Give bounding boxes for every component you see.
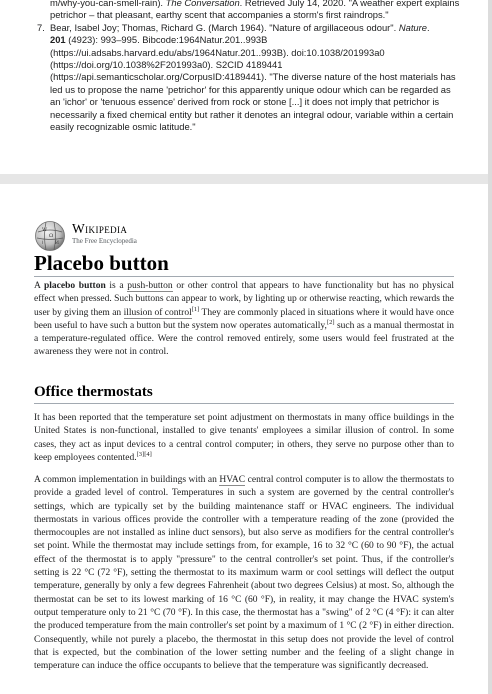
intro-text: or other control that appears to have functionality but has no physical effect when pressed. Such buttons can appear to work, by lighting up or otherwise reacting, which rewards the user by giving them an: [34, 281, 454, 318]
page-title: Placebo button: [34, 251, 169, 275]
puzzle-globe-icon: [34, 220, 66, 252]
section-paragraph-1: [34, 412, 454, 465]
intro-text: such as a manual thermostat in a temperature-regulated office. Were the control removed entirely, some users would feel frustrated at the awareness they were not in control.: [34, 320, 454, 358]
section-heading-office-thermostats: Office thermostats: [34, 384, 153, 400]
reference-retrieved: . Retrieved July 14, 2020. "A weather expert: [239, 0, 423, 8]
paragraph-text: It has been reported that the temperature set point adjustment on thermostats in many office buildings in the United States is non-functional, installed to give tenants' employees a similar illusion of control. In some cases, they act as input devices to a central control computer; in others, they serve no purpose other than to keep employees contented.: [34, 413, 454, 463]
section-divider: [34, 403, 454, 404]
title-divider: [34, 276, 454, 277]
intro-text: They are commonly placed in situations where it would have once been useful to have such a button but the system now operates automatically,: [34, 307, 455, 331]
paragraph-text: A common implementation in buildings with an: [34, 475, 220, 485]
reference-url-tail: m/why-you-can-smell-rain).: [50, 0, 164, 8]
reference-6-tail: [50, 0, 460, 22]
intro-text: A: [34, 281, 44, 291]
citation-1[interactable]: [1]: [191, 305, 200, 313]
svg-text:И: И: [55, 241, 59, 246]
references-list: [37, 0, 460, 133]
reference-details: (4923): 993–995. Bibcode:1964Natur.201..993B (https://ui.adsabs.harvard.edu/abs/1964Natur.201..993B). doi:10.1038/201993a0 (https://doi.org/10.1038%2F201993a0). S2CID 4189441 (https://api.semanticscholar.org/CorpusID:4189441). "The diverse nature of the host materials has led us to propose the name 'petrichor' for this apparently unique odour which can be regarded as an 'ichor' or 'tenuous essence' derived from rock or stone [...] it does not imply that petrichor is necessarily a fixed chemical entity but rather it denotes an integral odour, variable within a certain easily recognizable osmic latitude.": [50, 34, 456, 133]
section-paragraph-2: [34, 474, 454, 673]
intro-paragraph: [34, 280, 454, 360]
reference-journal-period: .: [426, 21, 430, 33]
illusion-of-control-link[interactable]: illusion of control: [123, 307, 192, 318]
intro-text: is a: [105, 281, 128, 291]
reference-quote: explains petrichor – that pleasant, earthy scent that accompanies a storm's first raindrops.": [50, 0, 460, 21]
previous-page: [0, 0, 488, 174]
reference-7: [37, 21, 460, 134]
wordmark-name: Wikipedia: [72, 221, 128, 236]
svg-text:Ω: Ω: [49, 233, 54, 239]
svg-text:ا: ا: [42, 241, 44, 246]
reference-journal: The Conversation: [165, 0, 240, 8]
wordmark-tagline: The Free Encyclopedia: [72, 237, 137, 245]
reference-authors-title: Bear, Isabel Joy; Thomas, Richard G. (March 1964). "Nature of argillaceous odour".: [50, 21, 397, 33]
citation-3-4[interactable]: [3][4]: [136, 450, 152, 458]
citation-2[interactable]: [2]: [326, 318, 335, 326]
reference-journal: Nature: [398, 21, 427, 33]
svg-text:W: W: [42, 227, 48, 233]
hvac-link[interactable]: HVAC: [219, 475, 246, 485]
intro-term: placebo button: [44, 281, 106, 291]
paragraph-text: central control computer is to allow the thermostats to provide a graded level of control. Temperatures in such a system are governed by the central controller's settings, which are typically set by the building maintenance staff or HVAC engineers. The individual thermostats in various offices provide the controller with a temperature reading of the zone (provided the thermocouples are not installed as inline duct sensors), but also serve as modifiers for the central controller's set point. While the thermostat may include settings from, for example, 16 to 32 °C (60 to 90 °F), the actual effect of the thermostat is to apply "pressure" to the central controller's set point. Thus, if the controller's setting is 22 °C (72 °F), setting the thermostat to its maximum warm or cool settings will deflect the output temperature, generally by only a few degrees Fahrenheit (about two degrees Celsius) at most. So, although the thermostat can be set to its lowest marking of 16 °C (60 °F), in reality, it may change the HVAC system's output temperature only to 21 °C (70 °F). In this case, the thermostat has a "swing" of 2 °C (4 °F): it can alter the produced temperature from the main controller's set point by a maximum of 1 °C (2 °F) in either direction. Consequently, while not purely a placebo, the thermostat in this setup does not provide the level of control that is expected, but the combination of the lower setting number and the feeling of a slight change in temperature can induce the office occupants to believe that the temperature was significantly decreased.: [34, 475, 454, 672]
reference-number: 7.: [37, 21, 45, 33]
wikipedia-wordmark: [72, 222, 137, 246]
viewer-scrollbar[interactable]: [488, 0, 492, 694]
page-gap: [0, 174, 492, 184]
reference-volume: 201: [50, 34, 66, 46]
push-button-link[interactable]: push-button: [127, 281, 173, 291]
